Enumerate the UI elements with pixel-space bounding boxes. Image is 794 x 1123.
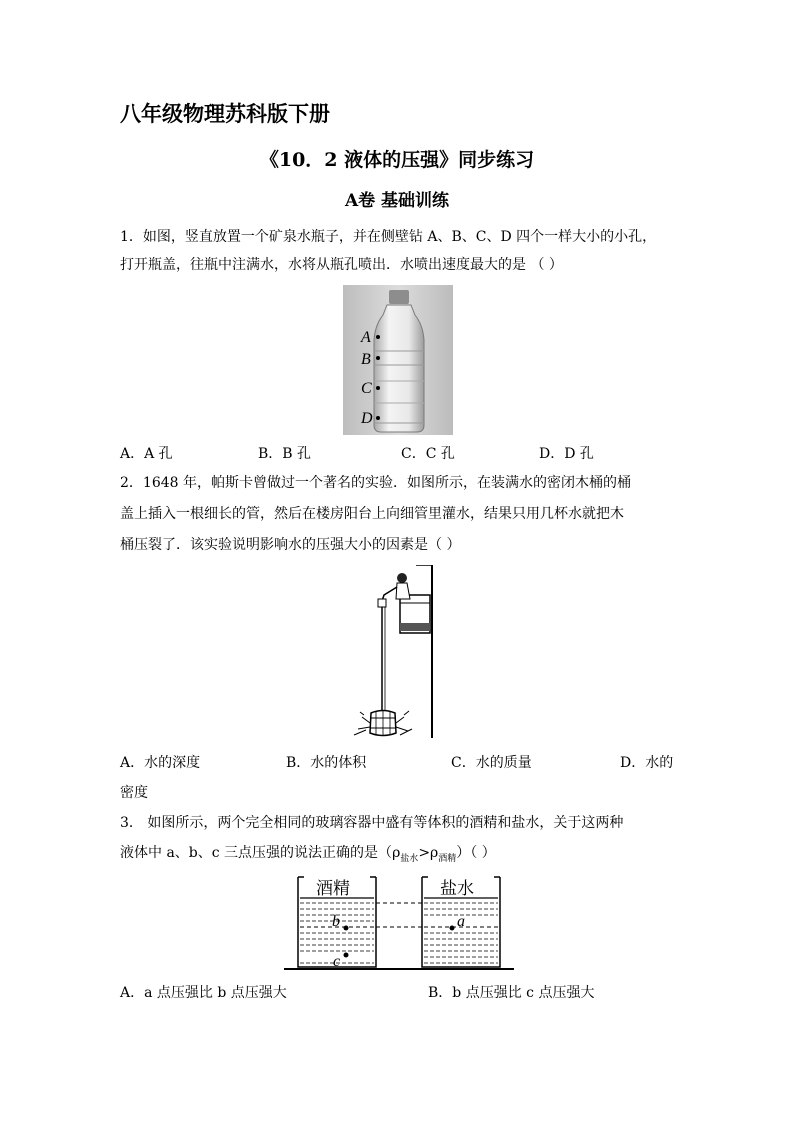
bottle-body: [374, 305, 424, 432]
q2-option-c[interactable]: C．水的质量: [451, 755, 532, 771]
point-c-label: c: [333, 953, 341, 970]
point-a-dot: [450, 926, 455, 931]
q3-option-a[interactable]: A．a 点压强比 b 点压强大: [120, 985, 287, 1001]
q1-option-c[interactable]: C．C 孔: [401, 446, 455, 462]
document-title: 八年级物理苏科版下册: [120, 101, 330, 126]
rho-saltwater: ρ: [392, 845, 401, 861]
pascal-barrel-figure: [352, 565, 437, 740]
bottle-figure: [343, 285, 453, 435]
q3-text-line2-main: 液体中 a、b、c 三点压强的说法正确的是（: [120, 845, 393, 861]
label-a: A: [361, 329, 371, 346]
q2-option-b[interactable]: B．水的体积: [286, 755, 367, 771]
point-c-dot: [344, 953, 349, 958]
label-d: D: [361, 410, 373, 427]
person-head: [397, 573, 407, 583]
q1-option-d[interactable]: D．D 孔: [539, 446, 594, 462]
water-cup: [378, 599, 386, 607]
section-title: A卷 基础训练: [344, 191, 450, 211]
q1-text-line2: 打开瓶盖，往瓶中注满水，水将从瓶孔喷出．水喷出速度最大的是 （ ）: [120, 257, 563, 273]
hole-a: [376, 335, 380, 339]
label-c: C: [361, 380, 372, 397]
q3-text-line2-end: ）（ ）: [456, 845, 496, 861]
q3-text-line2: [120, 843, 496, 869]
point-a-label: a: [457, 913, 465, 930]
label-b: B: [361, 351, 371, 368]
exercise-title: 《10．2 液体的压强》同步练习: [259, 149, 535, 171]
q2-text-line2: 盖上插入一根细长的管，然后在楼房阳台上向细管里灌水，结果只用几杯水就把木: [120, 506, 624, 522]
saltwater-label: 盐水: [440, 879, 474, 899]
alcohol-label: 酒精: [316, 879, 350, 899]
rho-alcohol: ρ: [430, 845, 439, 861]
hole-d: [376, 416, 380, 420]
alcohol-subscript: 酒精: [438, 853, 457, 864]
containers-figure: [282, 872, 518, 972]
hole-b: [376, 356, 380, 360]
q1-text-line1: 1．如图，竖直放置一个矿泉水瓶子，并在侧壁钻 A、B、C、D 四个一样大小的小孔，: [120, 229, 657, 245]
q2-option-a[interactable]: A．水的深度: [120, 755, 201, 771]
q1-option-b[interactable]: B．B 孔: [258, 446, 312, 462]
point-b-dot: [344, 926, 349, 931]
q1-option-a[interactable]: A．A 孔: [120, 446, 173, 462]
q2-text-line1: 2．1648 年，帕斯卡曾做过一个著名的实验．如图所示，在装满水的密闭木桶的桶: [120, 475, 631, 491]
saltwater-subscript: 盐水: [400, 853, 419, 864]
q3-option-b[interactable]: B．b 点压强比 c 点压强大: [428, 985, 595, 1001]
q2-text-line3: 桶压裂了．该实验说明影响水的压强大小的因素是（ ）: [120, 537, 461, 553]
bottle-cap: [389, 290, 409, 304]
greater-than: >: [418, 845, 431, 861]
q3-text-line1: 3． 如图所示，两个完全相同的玻璃容器中盛有等体积的酒精和盐水，关于这两种: [120, 815, 624, 831]
q2-option-d-continued: 密度: [120, 785, 148, 801]
q2-option-d[interactable]: D．水的: [620, 755, 674, 771]
hole-c: [376, 386, 380, 390]
point-b-label: b: [332, 913, 340, 930]
